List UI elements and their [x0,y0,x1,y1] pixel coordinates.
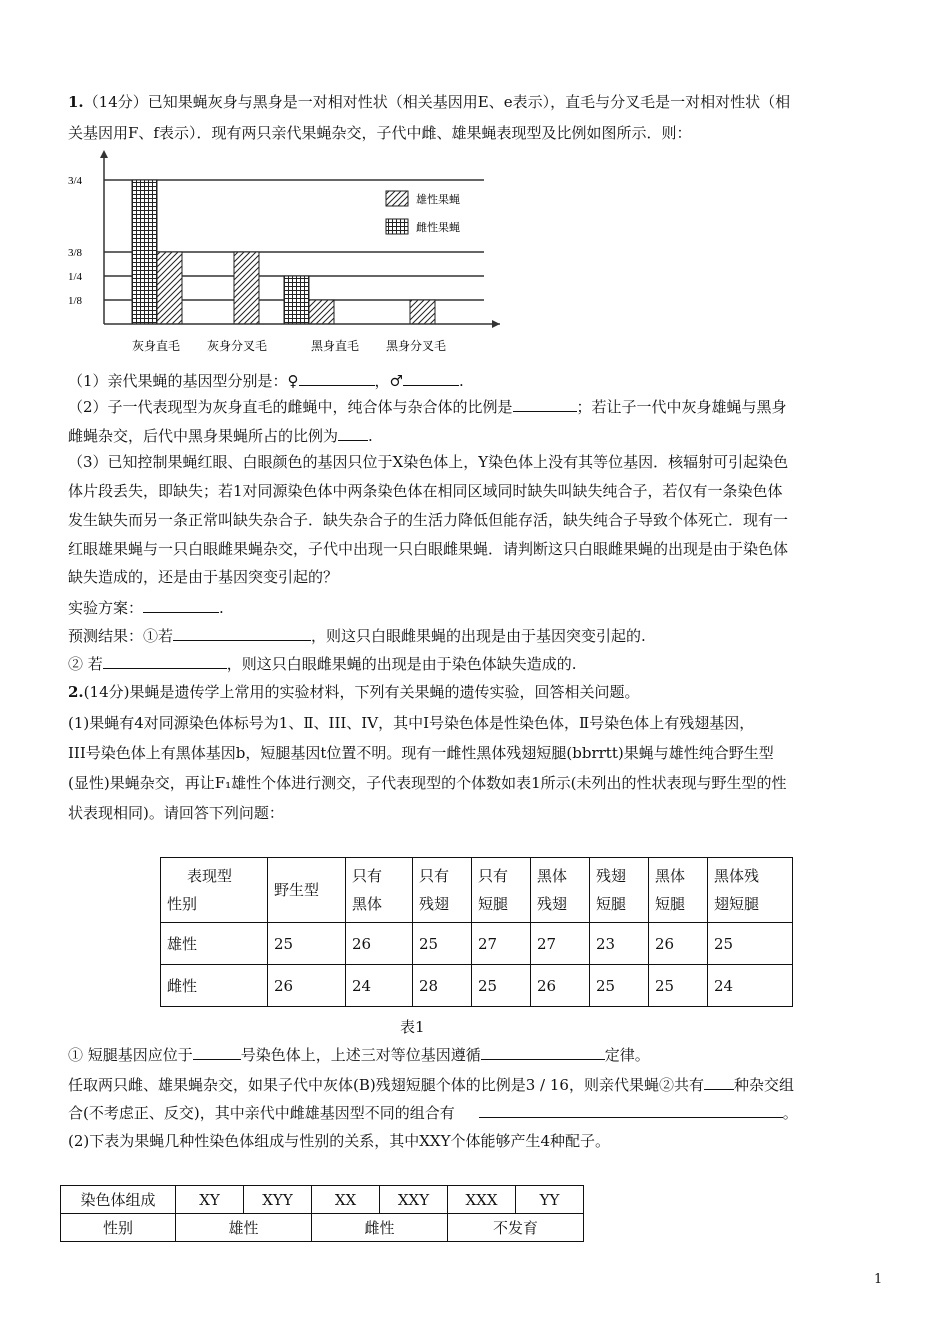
row-label: 雄性 [161,923,268,965]
q1-header-line2: 关基因用F、f表示）．现有两只亲代果蝇杂交，子代中雌、雄果蝇表现型及比例如图所示．则： [68,124,692,142]
table-cell: XX [312,1186,380,1214]
q1-part2-line2 [68,424,373,446]
answer-blank[interactable] [479,1101,783,1118]
answer-blank[interactable] [103,652,227,669]
q1-part2-line2-end: . [368,427,373,445]
table-header-cell: 只有 黑体 [346,858,413,923]
table-cell: 26 [649,923,708,965]
q2-qa-text1: ① 短腿基因应位于 [68,1046,193,1064]
q1-scheme [68,596,224,618]
table-header-row [161,858,793,923]
x-category-label: 黑身分叉毛 [386,339,447,353]
table-cell: 24 [708,965,793,1007]
legend-swatch-male [386,191,408,206]
table-cell: 27 [531,923,590,965]
q2-qb-text2: 种杂交组 [733,1076,794,1094]
table-row [61,1214,584,1242]
table-cell: XY [176,1186,244,1214]
row-label: 性别 [61,1214,176,1242]
table-cell: 23 [590,923,649,965]
q2-qb-line2-end: 。 [782,1104,798,1122]
q2-part1-line: III号染色体上有黑体基因b，短腿基因t位置不明。现有一雌性黑体残翅短腿(bbrrtt)果蝇与雄性纯合野生型 [68,744,774,762]
y-tick-label: 1/8 [68,295,83,307]
q1-scheme-end: . [219,599,224,617]
bar-male [157,252,182,324]
table-cell: XXX [448,1186,516,1214]
legend-label: 雌性果蝇 [416,222,460,234]
bar-female [132,180,157,324]
table-cell: 25 [413,923,472,965]
q1-prediction-1 [68,624,646,646]
table-cell: 25 [708,923,793,965]
answer-blank[interactable] [173,624,311,641]
table-cell: 28 [413,965,472,1007]
q2-qb-line2-text: 合(不考虑正、反交)，其中亲代中雌雄基因型不同的组合有 [68,1104,455,1122]
table-header-cell: 只有 短腿 [472,858,531,923]
y-axis-arrow [100,150,108,158]
q1-part2-line2-text: 雌蝇杂交，后代中黑身果蝇所占的比例为 [68,427,339,445]
answer-blank[interactable] [481,1043,605,1060]
y-tick-label: 3/4 [68,175,83,187]
table-header-cell: 野生型 [268,858,346,923]
q2-question-b-line2 [68,1101,798,1123]
q2-part1-line: (1)果蝇有4对同源染色体标号为1、Ⅱ、III、IV，其中I号染色体是性染色体，Ⅱ号染色体上有残翅基因， [68,714,755,732]
table-corner-cell [161,858,268,923]
table-header-cell: 黑体 短腿 [649,858,708,923]
q1-part3-line: 发生缺失而另一条正常叫缺失杂合子．缺失杂合子的生活力降低但能存活，缺失纯合子导致个体死亡．现有一 [68,511,789,529]
bar-male [234,252,259,324]
q2-part1-line: 状表现相同)。请回答下列问题： [68,804,284,822]
legend-swatch-female [386,219,408,234]
table-cell: 25 [268,923,346,965]
q1-prediction-2 [68,652,577,674]
table-cell: 25 [590,965,649,1007]
q1-number: 1. [68,93,84,111]
table-header-cell: 只有 残翅 [413,858,472,923]
q2-question-b-line1 [68,1073,794,1095]
q1-pred1-text-b: ，则这只白眼雌果蝇的出现是由于基因突变引起的. [311,627,646,645]
table-header-cell: 黑体残 翅短腿 [708,858,793,923]
x-category-label: 灰身直毛 [132,339,181,353]
q1-pred1-text: 预测结果：①若 [68,627,174,645]
table-cell: YY [516,1186,584,1214]
page-number: 1 [874,1272,883,1287]
q1-header-text: （14分）已知果蝇灰身与黑身是一对相对性状（相关基因用E、e表示），直毛与分叉毛是一对相对性状（相 [83,93,791,111]
q1-part3-line: 缺失造成的，还是由于基因突变引起的？ [68,568,339,586]
table-header-cell: 黑体 残翅 [531,858,590,923]
x-axis-arrow [492,320,500,328]
answer-blank[interactable] [338,424,368,441]
answer-blank[interactable] [193,1043,241,1060]
q2-part1-line: (显性)果蝇杂交，再让F₁雄性个体进行测交，子代表现型的个体数如表1所示(未列出的性状表现与野生型的性 [68,774,787,792]
table1-caption: 表1 [400,1018,425,1036]
q1-part2-line1 [68,395,787,417]
x-category-label: 黑身直毛 [311,339,360,353]
table-cell: 26 [268,965,346,1007]
table-cell: 25 [649,965,708,1007]
q2-qa-text2: 号染色体上，上述三对等位基因遵循 [240,1046,481,1064]
answer-blank[interactable] [143,596,219,613]
answer-blank[interactable] [403,369,459,386]
bar-male [410,300,435,324]
q1-part1-mid: ，♂ [374,372,403,390]
bar-male [309,300,334,324]
table-cell: 24 [346,965,413,1007]
q1-part3-line: 红眼雄果蝇与一只白眼雌果蝇杂交，子代中出现一只白眼雌果蝇．请判断这只白眼雌果蝇的出现是由于染色体 [68,540,789,558]
q1-pred2-text-b: ，则这只白眼雌果蝇的出现是由于染色体缺失造成的. [226,655,577,673]
table-header-cell: 残翅 短腿 [590,858,649,923]
table-cell: XYY [244,1186,312,1214]
answer-blank[interactable] [704,1073,734,1090]
q1-part1-text: （1）亲代果蝇的基因型分别是：♀ [68,372,299,390]
table-row [61,1186,584,1214]
q2-number: 2. [68,683,84,701]
q1-part1-end: . [458,372,464,390]
q1-part2-text: （2）子一代表现型为灰身直毛的雌蝇中，纯合体与杂合体的比例是 [68,398,513,416]
q2-part2: (2)下表为果蝇几种性染色体组成与性别的关系，其中XXY个体能够产生4种配子。 [68,1132,611,1150]
q2-header-text: (14分)果蝇是遗传学上常用的实验材料，下列有关果蝇的遗传实验，回答相关问题。 [83,683,640,701]
row-label: 染色体组成 [61,1186,176,1214]
q2-question-a [68,1043,650,1065]
q1-header-line1 [68,92,790,112]
q1-part3-line: （3）已知控制果蝇红眼、白眼颜色的基因只位于X染色体上，Y染色体上没有其等位基因．核辐射可引起染色 [68,453,789,471]
q2-header [68,682,639,702]
q1-pred2-text: ② 若 [68,655,103,673]
answer-blank[interactable] [513,395,577,412]
y-tick-label: 1/4 [68,271,83,283]
phenotype-table [160,857,793,1007]
q1-part2-text-b: ；若让子一代中灰身雄蝇与黑身 [576,398,787,416]
x-category-label: 灰身分叉毛 [207,339,268,353]
table-row [161,923,793,965]
q2-qb-text1: 任取两只雌、雄果蝇杂交，如果子代中灰体(B)残翅短腿个体的比例是3 / 16，则亲代果蝇②共有 [68,1076,704,1094]
sex-chromosome-table [60,1185,584,1242]
table-cell: 雄性 [176,1214,312,1242]
table-cell: 27 [472,923,531,965]
answer-blank[interactable] [299,369,375,386]
q1-scheme-label: 实验方案： [68,599,144,617]
table-row [161,965,793,1007]
row-label: 雌性 [161,965,268,1007]
q2-qa-text3: 定律。 [604,1046,650,1064]
y-tick-label: 3/8 [68,247,83,259]
table-cell: 25 [472,965,531,1007]
q1-part1 [68,369,464,391]
corner-phenotype: 表现型 [187,867,233,885]
table-cell: 26 [531,965,590,1007]
bar-chart [64,150,514,360]
table-cell: 雌性 [312,1214,448,1242]
table-cell: 26 [346,923,413,965]
corner-sex: 性别 [167,895,198,913]
q1-part3-line: 体片段丢失，即缺失；若1对同源染色体中两条染色体在相同区域同时缺失叫缺失纯合子，若仅有一条染色体 [68,482,783,500]
table-cell: XXY [380,1186,448,1214]
table-cell: 不发育 [448,1214,584,1242]
legend-label: 雄性果蝇 [416,194,460,206]
bar-female [284,276,309,324]
